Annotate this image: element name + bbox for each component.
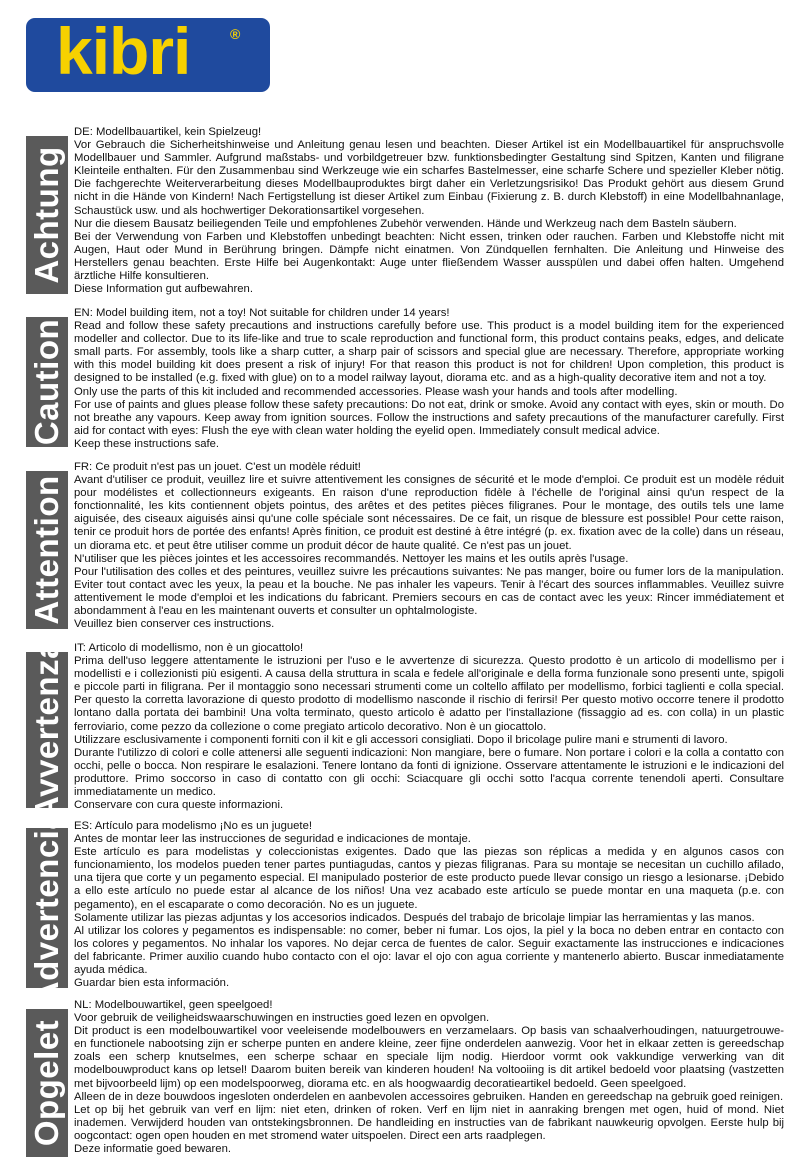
section-paragraph: Avant d'utiliser ce produit, veuillez lire et suivre attentivement les consignes de sécurité et le mode d'emploi. Ce produit est un modèle réduit pour modélistes et collectionneurs exigeants. En raison d'une reproduction fidèle à l'échelle de l'original ainsi qu'un respect de la fonctionnalité, les kits contiennent objets pointus, des arêtes et des petites pièces filigranes. Pour le montage, des outils tels une lame aiguisée, des ciseaux aiguisés ainsi qu'une colle spéciale sont nécessaires. De ce fait, un risque de blessure est possible! Pour cette raison, tenir ce produit hors de portée des enfants! Après finition, ce produit est destiné à être intégré (p. ex. fixation avec de la colle) dans un réseau, un diorama etc. et peut être utiliser comme un produit décor de haute qualité. Ce n'est pas un jouet. — [74, 474, 784, 552]
section-paragraph: Only use the parts of this kit included and recommended accessories. Please wash your hands and tools after modelling. — [74, 385, 678, 398]
section-paragraph: Al utilizar los colores y pegamentos es indispensable: no comer, beber ni fumar. Los ojos, la piel y la boca no deben entrar en contacto con los colores y pegamentos. No inhalar los vapores. No dejar cerca de fuentes de calor. Seguir exactamente las instrucciones e indicaciones del fabricante. Primer auxilio cuando hubo contacto con el ojo: lavar el ojo con agua corriente y mantenerlo abierto. Buscar inmediatamente ayuda médica. — [74, 924, 784, 977]
section-heading: ES: Artículo para modelismo ¡No es un juguete! — [74, 820, 312, 832]
section-body — [74, 642, 784, 812]
section-body — [74, 461, 784, 631]
section-tab-caution — [26, 317, 68, 447]
section-tab-advertencia — [26, 810, 68, 1006]
section-paragraph: Bei der Verwendung von Farben und Klebstoffen unbedingt beachten: Nicht essen, trinken oder rauchen. Farben und Klebstoffe nicht mit Augen, Haut oder Mund in Berührung bringen. Dämpfe nicht einatmen. Von Zündquellen fernhalten. Die Anleitung und Hinweise des Herstellers genau beachten. Erste Hilfe bei Augenkontakt: Auge unter fließendem Wasser ausspülen und dabei offen halten. Umgehend ärztliche Hilfe konsultieren. — [74, 230, 784, 283]
section-paragraph: Dit product is een modelbouwartikel voor veeleisende modelbouwers en verzamelaars. Op basis van schaalverhoudingen, natuurgetrouwe- en functionele nabootsing zijn er scherpe punten en andere kleine, zeer fijne onderdelen aanwezig. Voor het in elkaar zetten is gereedschap zoals een scherp knutselmes, een scherpe schaar en speciale lijm nodig. Hierdoor vormt ook vakkundige verwerking van dit modelbouwproduct kans op letsel! Daarom buiten bereik van kinderen houden! Na voltooiing is dit artikel bedoeld voor plaatsing (vastzetten met bijvoorbeeld lijm) op een modelspoorweg, diorama etc. en als hoogwaardig decoratieartikel bedoeld. Geen speelgoed. — [74, 1025, 784, 1090]
section-paragraph: Veuillez bien conserver ces instructions. — [74, 618, 275, 631]
kibri-logo — [26, 14, 270, 92]
section-body — [74, 820, 784, 990]
section-tab-label: Advertencia — [28, 810, 65, 1006]
section-dutch — [26, 999, 784, 1159]
section-paragraph: For use of paints and glues please follow these safety precautions: Do not eat, drink or smoke. Avoid any contact with eyes, skin or mouth. Do not breathe any vapours. Keep away from ignition sources. Follow the instructions and safety precautions of the manufacturer carefully. First aid for contact with eyes: Flush the eye with clean water holding the eyelid open. Immediately consult medical advice. — [74, 398, 784, 437]
section-paragraph: Utilizzare esclusivamente i componenti forniti con il kit e gli accessori consigliati. Dopo il bricolage pulire mani e strumenti di lavoro. — [74, 733, 728, 746]
section-german — [26, 126, 784, 296]
section-paragraph: Voor gebruik de veiligheidswaarschuwingen en instructies goed lezen en opvolgen. — [74, 1012, 490, 1025]
section-paragraph: Este artículo es para modelistas y coleccionistas exigentes. Dado que las piezas son réplicas a medida y en algunos casos con funcionamiento, los modelos pueden tener partes puntiagudas, cantos y piezas filigranas. Para su montaje se necesitan un cuchillo afilado, una tijera que corte y un pegamento especial. El manipulado posterior de este producto puede llevar consigo un riesgo a lesionarse. ¡Debido a ello este artículo no puede estar al alcance de los niños! Una vez acabado este artículo se puede montar en una maqueta (p.e. con pegamento), en el escaparate o como decoración. No es un juguete. — [74, 846, 784, 911]
section-paragraph: Vor Gebrauch die Sicherheitshinweise und Anleitung genau lesen und beachten. Dieser Artikel ist ein Modellbauartikel für anspruchsvolle Modellbauer und Sammler. Aufgrund maßstabs- und vorbildgetreuer bzw. funktionsbedingter Gestaltung sind Spitzen, Kanten und filigrane Kleinteile enthalten. Für den Zusammenbau sind Werkzeuge wie ein scharfes Bastelmesser, eine scharfe Schere und spezieller Kleber nötig. Die fachgerechte Weiterverarbeitung dieses Modellbauproduktes birgt daher ein Verletzungsrisiko! Das Produkt gehört aus diesem Grund nicht in die Hände von Kindern! Nach Fertigstellung ist dieser Artikel zum Einbau (Fixierung z. B. durch Klebstoff) in eine Modellbahnanlage, Schaustück usw. und als hochwertiger Dekorationsartikel vorgesehen. — [74, 139, 784, 217]
section-heading: DE: Modellbauartikel, kein Spielzeug! — [74, 126, 262, 138]
section-body — [74, 999, 784, 1156]
section-tab-label: Attention — [28, 475, 65, 625]
section-tab-attention — [26, 471, 68, 629]
section-tab-label: Achtung — [28, 146, 65, 284]
section-paragraph: Read and follow these safety precautions and instructions carefully before use. This product is a model building item for the experienced modeller and collector. Due to its life-like and true to scale reproduction and functional form, this product contains peaks, edges, and delicate small parts. For assembly, tools like a sharp cutter, a sharp pair of scissors and special glue are necessary. Therefore, appropriate working with this model building kit does present a risk of injury! For that reason this product is not for children! Upon completion, this product is designed to be installed (e.g. fixed with glue) on to a model railway layout, diorama etc. and as a high-quality decorative item and not a toy. — [74, 320, 784, 385]
section-tab-label: Avvertenza — [28, 640, 65, 820]
section-paragraph: Nur die diesem Bausatz beiliegenden Teile und empfohlenes Zubehör verwenden. Hände und Werkzeug nach dem Basteln säubern. — [74, 217, 737, 230]
section-body — [74, 307, 784, 451]
section-paragraph: Prima dell'uso leggere attentamente le istruzioni per l'uso e le avvertenze di sicurezza. Questo prodotto è un articolo di modellismo per i modellisti e i collezionisti più esigenti. A causa della struttura in scala e fedele all'originale e della forma funzionale sono presenti unte, spigoli e piccole parti in filigrana. Per il montaggio sono necessari strumenti come un coltello affilato per modellismo, forbici taglienti e colla special. Per questo la corretta lavorazione di questo prodotto di modellismo nasconde il rischio di ferirsi! Per questo motivo occorre tenere il prodotto lontano dalla portata dei bambini! Una volta terminato, questo articolo è adatto per l'installazione (fissaggio ad es. con colla) in un plastic ferroviario, come pezzo da collezione o come pregiato articolo decorativo. Non è un giocattolo. — [74, 655, 784, 733]
section-paragraph: Conservare con cura queste informazioni. — [74, 799, 284, 812]
section-body — [74, 126, 784, 296]
section-paragraph: Alleen de in deze bouwdoos ingesloten onderdelen en aanbevolen accessoires gebruiken. Handen en gereedschap na gebruik goed reinigen. — [74, 1090, 784, 1103]
registered-mark: ® — [230, 26, 241, 42]
section-paragraph: Durante l'utilizzo di colori e colle attenersi alle seguenti indicazioni: Non mangiare, bere o fumare. Non portare i colori e la colla a contatto con occhi, pelle o bocca. Non respirare le esalazioni. Tenere lontano da fonti di ignizione. Osservare attentamente le istruzioni e le indicazioni del produttore. Primo soccorso in caso di contatto con gli occhi: Sciacquare gli occhi sotto l'acqua corrente tenendoli aperti. Consultare immediatamente un medico. — [74, 746, 784, 799]
section-paragraph: Antes de montar leer las instrucciones de seguridad e indicaciones de montaje. — [74, 833, 471, 846]
section-heading: FR: Ce produit n'est pas un jouet. C'est un modèle réduit! — [74, 461, 361, 473]
section-heading: NL: Modelbouwartikel, geen speelgoed! — [74, 999, 273, 1011]
section-tab-achtung — [26, 136, 68, 294]
section-italian — [26, 640, 784, 820]
section-paragraph: N'utiliser que les pièces jointes et les accessoires recommandés. Nettoyer les mains et les outils après l'usage. — [74, 552, 629, 565]
section-paragraph: Keep these instructions safe. — [74, 437, 220, 450]
section-heading: EN: Model building item, not a toy! Not suitable for children under 14 years! — [74, 307, 450, 319]
section-heading: IT: Articolo di modellismo, non è un giocattolo! — [74, 642, 304, 654]
section-english — [26, 307, 784, 452]
section-paragraph: Let op bij het gebruik van verf en lijm: niet eten, drinken of roken. Verf en lijm niet in aanraking brengen met ogen, huid of mond. Niet inademen. Verwijderd houden van ontstekingsbronnen. De handleiding en instructies van de fabrikant nauwkeurig opvolgen. Eerste hulp bij oogcontact: ogen open houden en met stromend water uitspoelen. Direct een arts raadplegen. — [74, 1103, 784, 1142]
section-tab-label: Caution — [28, 318, 65, 446]
section-paragraph: Deze informatie goed bewaren. — [74, 1143, 231, 1156]
section-tab-avvertenza — [26, 640, 68, 820]
section-tab-label: Opgelet — [28, 1019, 65, 1147]
section-paragraph: Solamente utilizar las piezas adjuntas y los accesorios indicados. Después del trabajo de bricolaje limpiar las herramientas y las manos. — [74, 911, 755, 924]
section-paragraph: Diese Information gut aufbewahren. — [74, 283, 253, 296]
section-tab-opgelet — [26, 1009, 68, 1157]
section-paragraph: Guardar bien esta información. — [74, 977, 230, 990]
section-french — [26, 461, 784, 631]
section-paragraph: Pour l'utilisation des colles et des peintures, veuillez suivre les précautions suivantes: Ne pas manger, boire ou fumer lors de la manipulation. Eviter tout contact avec les yeux, la peau et la bouche. Ne pas inhaler les vapeurs. Tenir à l'écart des sources inflammables. Veuillez suivre attentivement le mode d'emploi et les indications du fabricant. Premiers secours en cas de contact avec les yeux: Rincer immédiatement et abondamment à l'eau en les maintenant ouverts et consulter un ophtalmologiste. — [74, 565, 784, 618]
logo-wordmark: kibri — [56, 14, 191, 88]
